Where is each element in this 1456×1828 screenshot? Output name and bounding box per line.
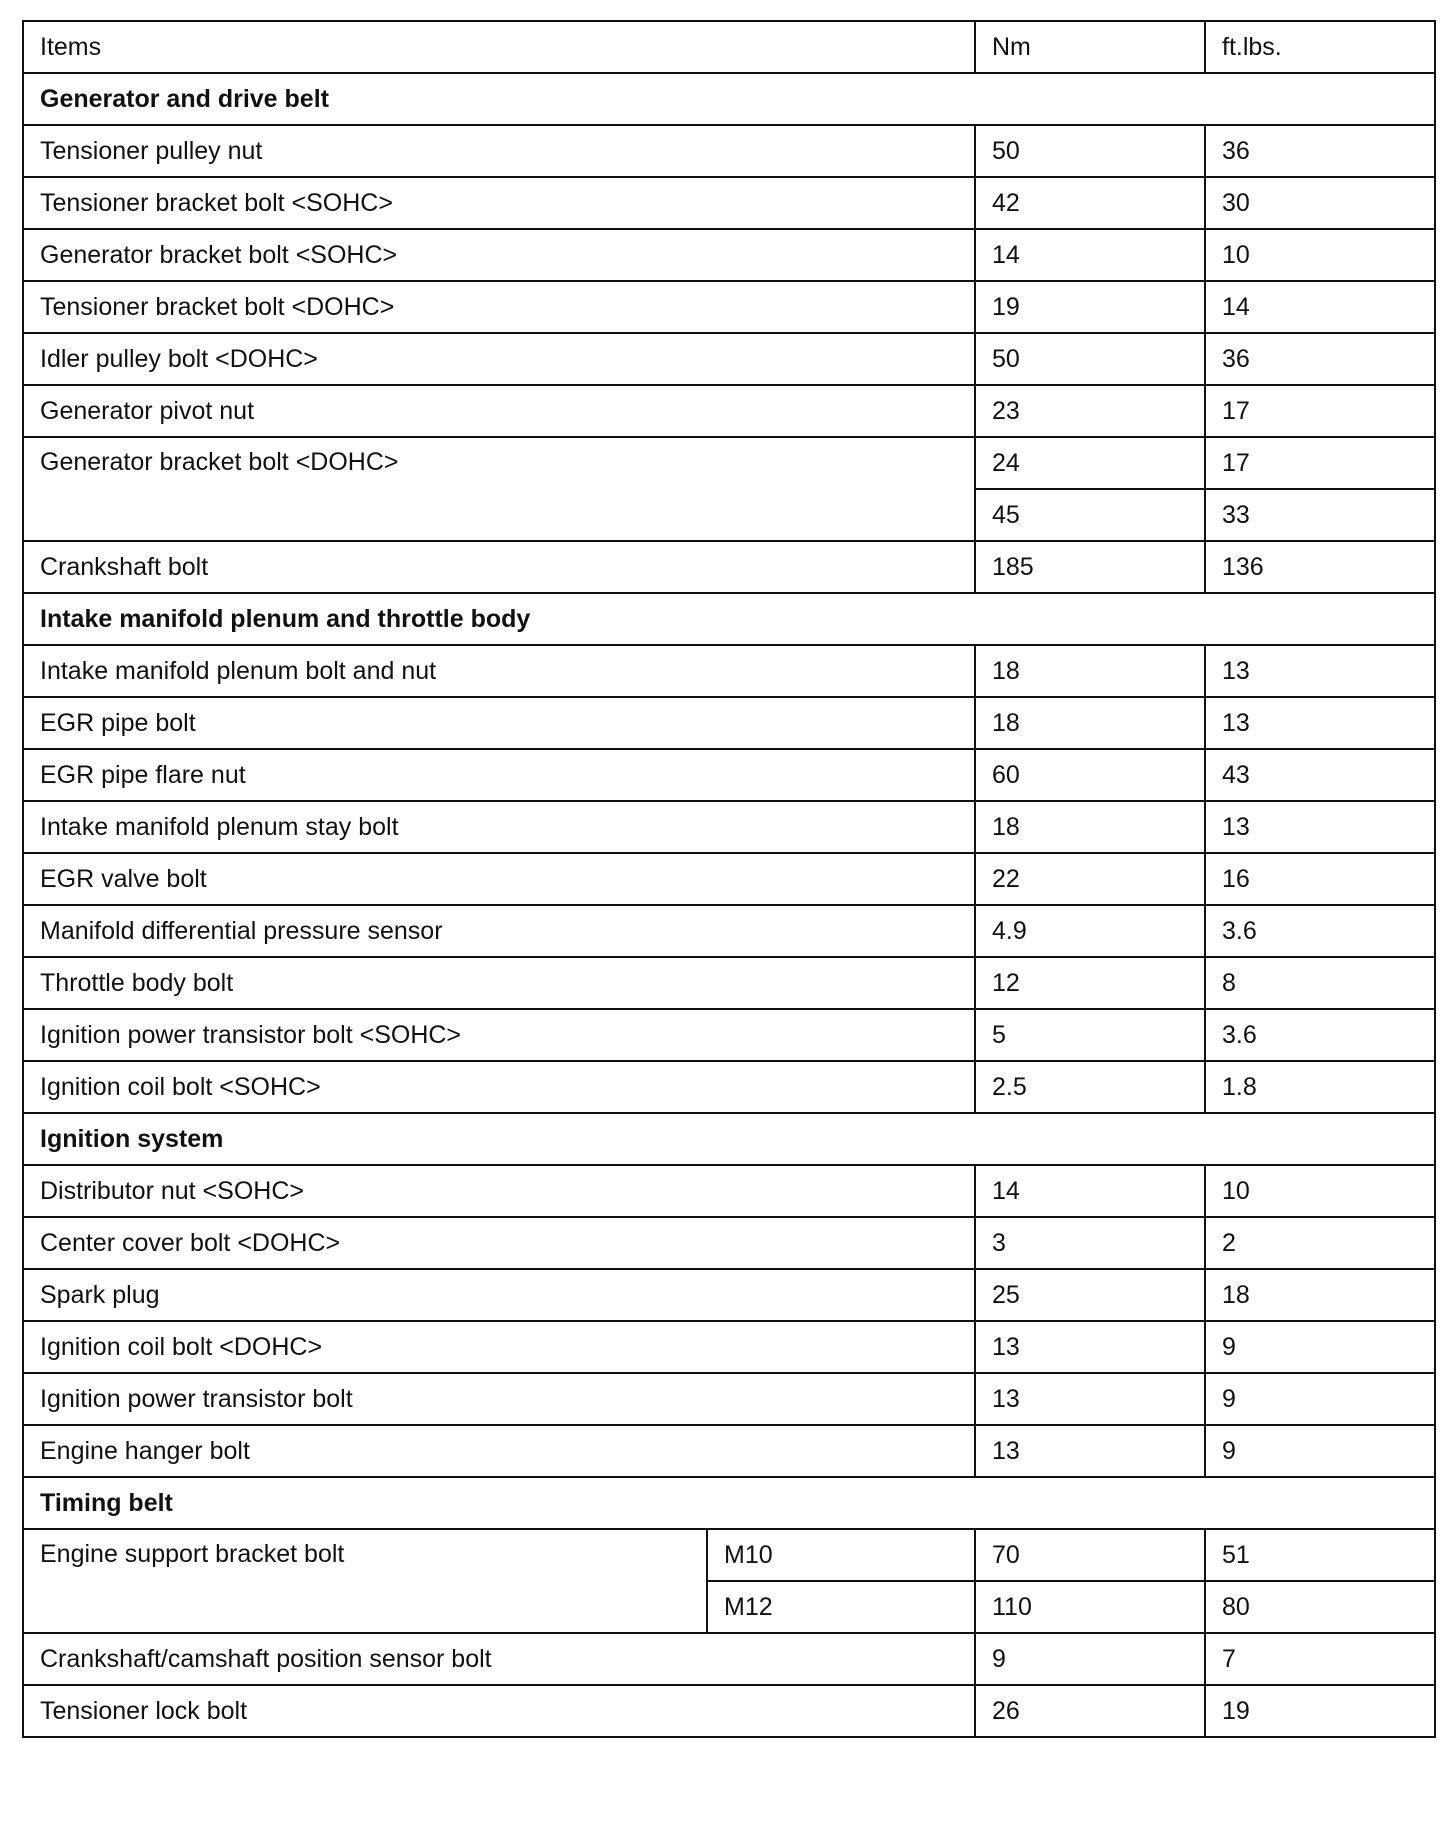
item-cell: Ignition coil bolt <DOHC> <box>23 1321 975 1373</box>
table-row <box>23 1321 1435 1373</box>
table-row <box>23 177 1435 229</box>
torque-spec-sheet <box>22 20 1434 1738</box>
item-cell: Tensioner lock bolt <box>23 1685 975 1737</box>
nm-cell: 14 <box>975 1165 1205 1217</box>
ftlbs-cell: 19 <box>1205 1685 1435 1737</box>
table-row <box>23 1061 1435 1113</box>
table-row <box>23 1633 1435 1685</box>
ftlbs-cell: 3.6 <box>1205 1009 1435 1061</box>
table-row <box>23 1425 1435 1477</box>
ftlbs-cell: 2 <box>1205 1217 1435 1269</box>
table-row <box>23 281 1435 333</box>
nm-cell: 23 <box>975 385 1205 437</box>
ftlbs-cell: 10 <box>1205 229 1435 281</box>
nm-cell: 14 <box>975 229 1205 281</box>
ftlbs-cell: 16 <box>1205 853 1435 905</box>
table-row <box>23 1529 1435 1581</box>
ftlbs-cell: 51 <box>1205 1529 1435 1581</box>
nm-cell: 3 <box>975 1217 1205 1269</box>
item-cell: Ignition power transistor bolt <box>23 1373 975 1425</box>
ftlbs-cell: 18 <box>1205 1269 1435 1321</box>
nm-cell: 18 <box>975 645 1205 697</box>
nm-cell: 185 <box>975 541 1205 593</box>
ftlbs-cell: 17 <box>1205 437 1435 489</box>
item-cell: Throttle body bolt <box>23 957 975 1009</box>
item-cell: Tensioner bracket bolt <DOHC> <box>23 281 975 333</box>
item-cell: Distributor nut <SOHC> <box>23 1165 975 1217</box>
ftlbs-cell: 13 <box>1205 645 1435 697</box>
ftlbs-cell: 80 <box>1205 1581 1435 1633</box>
ftlbs-cell: 33 <box>1205 489 1435 541</box>
section-header <box>23 1113 1435 1165</box>
ftlbs-cell: 17 <box>1205 385 1435 437</box>
nm-cell: 25 <box>975 1269 1205 1321</box>
nm-cell: 2.5 <box>975 1061 1205 1113</box>
ftlbs-cell: 9 <box>1205 1321 1435 1373</box>
nm-cell: 22 <box>975 853 1205 905</box>
table-row <box>23 1009 1435 1061</box>
section-title: Generator and drive belt <box>23 73 1435 125</box>
table-row <box>23 333 1435 385</box>
ftlbs-cell: 13 <box>1205 697 1435 749</box>
ftlbs-cell: 30 <box>1205 177 1435 229</box>
table-row <box>23 905 1435 957</box>
item-cell: Ignition coil bolt <SOHC> <box>23 1061 975 1113</box>
item-cell: Spark plug <box>23 1269 975 1321</box>
item-cell: Tensioner bracket bolt <SOHC> <box>23 177 975 229</box>
item-cell: Crankshaft/camshaft position sensor bolt <box>23 1633 975 1685</box>
nm-cell: 18 <box>975 801 1205 853</box>
table-row <box>23 437 1435 489</box>
ftlbs-cell: 8 <box>1205 957 1435 1009</box>
table-row <box>23 1373 1435 1425</box>
table-row <box>23 697 1435 749</box>
item-cell: Generator pivot nut <box>23 385 975 437</box>
nm-cell: 24 <box>975 437 1205 489</box>
ftlbs-cell: 136 <box>1205 541 1435 593</box>
nm-cell: 9 <box>975 1633 1205 1685</box>
table-row <box>23 1165 1435 1217</box>
item-cell: Intake manifold plenum bolt and nut <box>23 645 975 697</box>
ftlbs-cell: 43 <box>1205 749 1435 801</box>
table-row <box>23 1217 1435 1269</box>
nm-cell: 13 <box>975 1373 1205 1425</box>
ftlbs-cell: 1.8 <box>1205 1061 1435 1113</box>
nm-cell: 26 <box>975 1685 1205 1737</box>
nm-cell: 5 <box>975 1009 1205 1061</box>
ftlbs-cell: 9 <box>1205 1373 1435 1425</box>
table-row <box>23 645 1435 697</box>
nm-cell: 18 <box>975 697 1205 749</box>
ftlbs-cell: 14 <box>1205 281 1435 333</box>
ftlbs-cell: 13 <box>1205 801 1435 853</box>
table-row <box>23 125 1435 177</box>
item-cell: Crankshaft bolt <box>23 541 975 593</box>
table-row <box>23 957 1435 1009</box>
table-header <box>23 21 1435 73</box>
item-cell: Ignition power transistor bolt <SOHC> <box>23 1009 975 1061</box>
table-row <box>23 749 1435 801</box>
bolt-size-cell: M12 <box>707 1581 975 1633</box>
item-cell: EGR pipe bolt <box>23 697 975 749</box>
nm-cell: 4.9 <box>975 905 1205 957</box>
item-cell: Center cover bolt <DOHC> <box>23 1217 975 1269</box>
item-cell: Intake manifold plenum stay bolt <box>23 801 975 853</box>
item-cell: Idler pulley bolt <DOHC> <box>23 333 975 385</box>
item-cell: Tensioner pulley nut <box>23 125 975 177</box>
header-ftlbs: ft.lbs. <box>1205 21 1435 73</box>
nm-cell: 13 <box>975 1321 1205 1373</box>
table-row <box>23 541 1435 593</box>
nm-cell: 50 <box>975 125 1205 177</box>
nm-cell: 42 <box>975 177 1205 229</box>
table-row <box>23 229 1435 281</box>
ftlbs-cell: 9 <box>1205 1425 1435 1477</box>
section-header <box>23 593 1435 645</box>
torque-table <box>22 20 1436 1738</box>
ftlbs-cell: 7 <box>1205 1633 1435 1685</box>
table-row <box>23 1685 1435 1737</box>
item-cell: Generator bracket bolt <DOHC> <box>23 437 975 541</box>
item-cell: EGR valve bolt <box>23 853 975 905</box>
nm-cell: 45 <box>975 489 1205 541</box>
ftlbs-cell: 10 <box>1205 1165 1435 1217</box>
nm-cell: 13 <box>975 1425 1205 1477</box>
table-row <box>23 385 1435 437</box>
section-title: Intake manifold plenum and throttle body <box>23 593 1435 645</box>
section-header <box>23 1477 1435 1529</box>
nm-cell: 60 <box>975 749 1205 801</box>
item-cell: Manifold differential pressure sensor <box>23 905 975 957</box>
item-cell: Engine hanger bolt <box>23 1425 975 1477</box>
section-title: Ignition system <box>23 1113 1435 1165</box>
item-cell: Engine support bracket bolt <box>23 1529 707 1633</box>
header-nm: Nm <box>975 21 1205 73</box>
section-header <box>23 73 1435 125</box>
table-row <box>23 801 1435 853</box>
nm-cell: 19 <box>975 281 1205 333</box>
ftlbs-cell: 36 <box>1205 333 1435 385</box>
item-cell: Generator bracket bolt <SOHC> <box>23 229 975 281</box>
bolt-size-cell: M10 <box>707 1529 975 1581</box>
ftlbs-cell: 3.6 <box>1205 905 1435 957</box>
nm-cell: 70 <box>975 1529 1205 1581</box>
section-title: Timing belt <box>23 1477 1435 1529</box>
header-items: Items <box>23 21 975 73</box>
ftlbs-cell: 36 <box>1205 125 1435 177</box>
nm-cell: 50 <box>975 333 1205 385</box>
nm-cell: 110 <box>975 1581 1205 1633</box>
table-row <box>23 853 1435 905</box>
item-cell: EGR pipe flare nut <box>23 749 975 801</box>
table-row <box>23 1269 1435 1321</box>
nm-cell: 12 <box>975 957 1205 1009</box>
